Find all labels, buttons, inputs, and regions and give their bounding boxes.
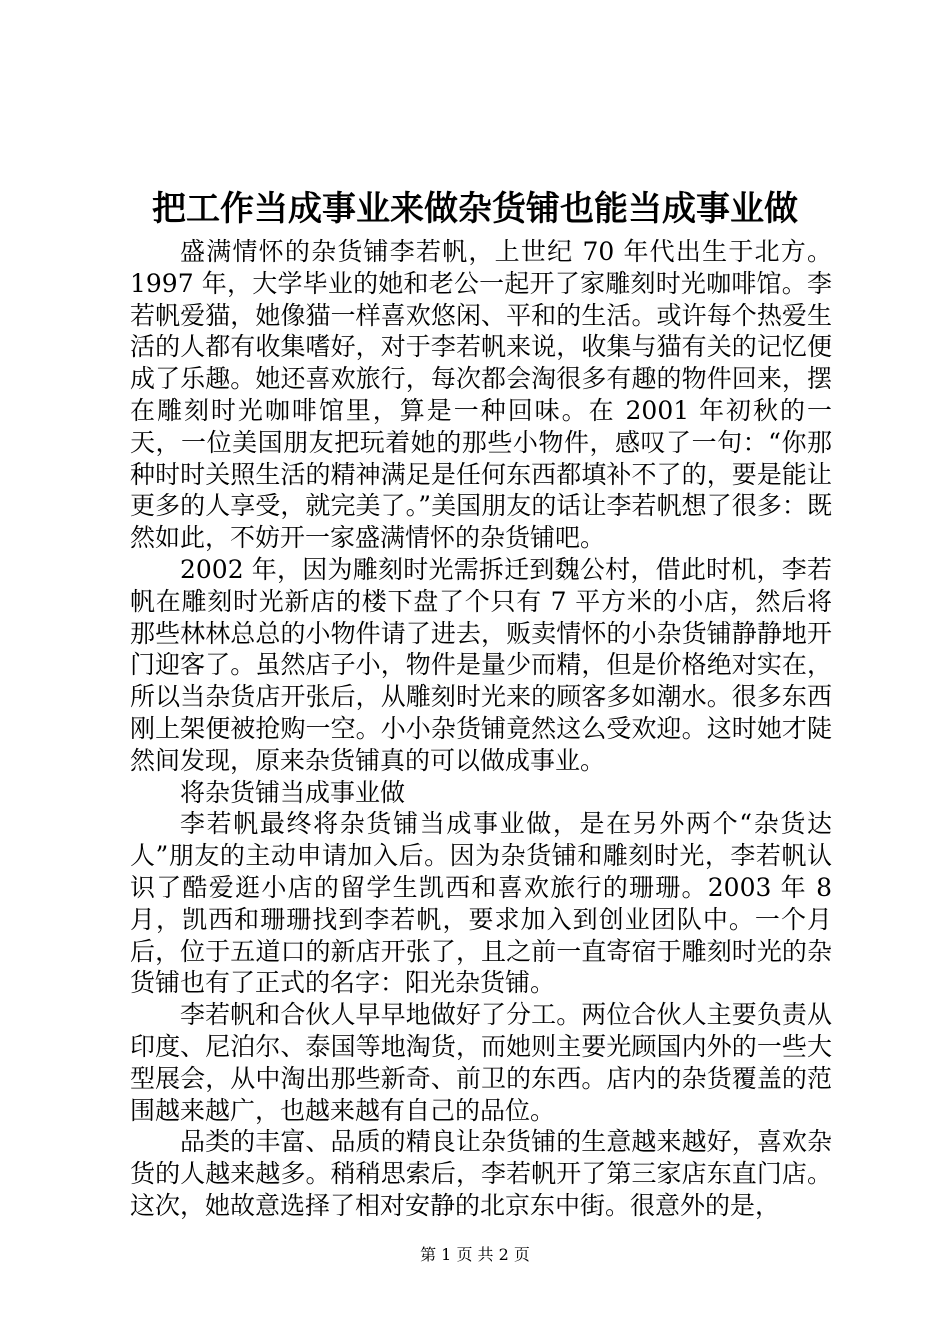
paragraph: 盛满情怀的杂货铺李若帆，上世纪 70 年代出生于北方。1997 年，大学毕业的她和老公一起开了家雕刻时光咖啡馆。李若帆爱猫，她像猫一样喜欢悠闲、平和的生活。或许每个热爱生活的人都有收集嗜好，对于李若帆来说，收集与猫有关的记忆便成了乐趣。她还喜欢旅行，每次都会淘很多有趣的物件回来，摆在雕刻时光咖啡馆里，算是一种回味。在 2001 年初秋的一天，一位美国朋友把玩着她的那些小物件，感叹了一句：“你那种时时关照生活的精神满足是任何东西都填补不了的，要是能让更多的人享受，就完美了。”美国朋友的话让李若帆想了很多：既然如此，不妨开一家盛满情怀的杂货铺吧。 (130, 237, 832, 553)
section-heading: 将杂货铺当成事业做 (180, 777, 406, 807)
paragraph: 品类的丰富、品质的精良让杂货铺的生意越来越好，喜欢杂货的人越来越多。稍稍思索后，李若帆开了第三家店东直门店。这次，她故意选择了相对安静的北京东中街。很意外的是， (130, 1127, 832, 1220)
paragraph: 李若帆和合伙人早早地做好了分工。两位合伙人主要负责从印度、尼泊尔、泰国等地淘货，而她则主要光顾国内外的一些大型展会，从中淘出那些新奇、前卫的东西。店内的杂货覆盖的范围越来越广，也越来越有自己的品位。 (130, 1000, 832, 1125)
document-body (130, 236, 832, 1222)
paragraph: 李若帆最终将杂货铺当成事业做，是在另外两个“杂货达人”朋友的主动申请加入后。因为杂货铺和雕刻时光，李若帆认识了酷爱逛小店的留学生凯西和喜欢旅行的珊珊。2003 年 8 月，凯西和珊珊找到李若帆，要求加入到创业团队中。一个月后，位于五道口的新店开张了，且之前一直寄宿于雕刻时光的杂货铺也有了正式的名字：阳光杂货铺。 (130, 809, 832, 998)
document-title: 把工作当成事业来做杂货铺也能当成事业做 (152, 189, 798, 229)
paragraph: 2002 年，因为雕刻时光需拆迁到魏公村，借此时机，李若帆在雕刻时光新店的楼下盘了个只有 7 平方米的小店，然后将那些林林总总的小物件请了进去，贩卖情怀的小杂货铺静静地开门迎客了。虽然店子小，物件是量少而精，但是价格绝对实在，所以当杂货店开张后，从雕刻时光来的顾客多如潮水。很多东西刚上架便被抢购一空。小小杂货铺竟然这么受欢迎。这时她才陡然间发现，原来杂货铺真的可以做成事业。 (130, 554, 832, 775)
page-footer: 第 1 页 共 2 页 (420, 1245, 530, 1264)
